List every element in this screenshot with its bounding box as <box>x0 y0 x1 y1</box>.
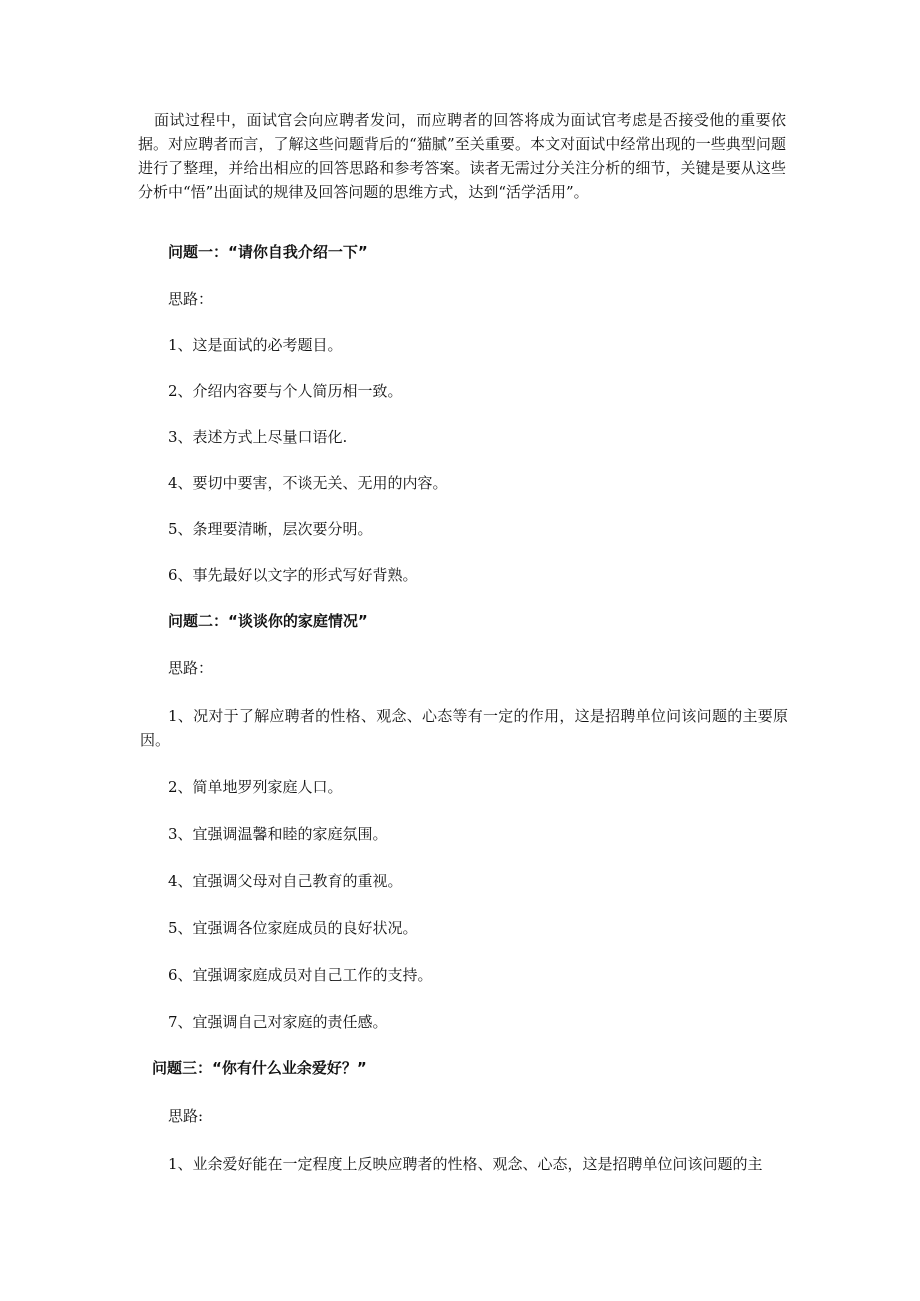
intro-paragraph: 面试过程中，面试官会向应聘者发问，而应聘者的回答将成为面试官考虑是否接受他的重要依据。对应聘者而言，了解这些问题背后的“猫腻”至关重要。本文对面试中经常出现的一些典型问题进行了整理，并给出相应的回答思路和参考答案。读者无需过分关注分析的细节，关键是要从这些分析中“悟”出面试的规律及回答问题的思维方式，达到“活学活用”。 <box>138 111 786 201</box>
question-2-point-6: 6、宜强调家庭成员对自己工作的支持。 <box>168 966 433 984</box>
question-1-point-6: 6、事先最好以文字的形式写好背熟。 <box>168 566 418 584</box>
question-3-thinking-label: 思路: <box>168 1107 204 1125</box>
question-2-heading: 问题二：“谈谈你的家庭情况” <box>168 612 368 630</box>
question-1-point-4: 4、要切中要害，不谈无关、无用的内容。 <box>168 474 448 492</box>
question-2-point-5: 5、宜强调各位家庭成员的良好状况。 <box>168 919 418 937</box>
question-1-heading: 问题一：“请你自我介绍一下” <box>168 243 368 261</box>
question-2-point-2: 2、简单地罗列家庭人口。 <box>168 778 343 796</box>
question-1-thinking-label: 思路： <box>168 290 214 308</box>
question-2-point-7: 7、宜强调自己对家庭的责任感。 <box>168 1013 388 1031</box>
question-2-thinking-label: 思路： <box>168 659 214 677</box>
question-3-point-1: 1、业余爱好能在一定程度上反映应聘者的性格、观念、心态，这是招聘单位问该问题的主 <box>168 1155 763 1173</box>
question-2-point-1: 1、况对于了解应聘者的性格、观念、心态等有一定的作用，这是招聘单位问该问题的主要原因。 <box>140 707 788 749</box>
question-1-point-5: 5、条理要清晰，层次要分明。 <box>168 520 373 538</box>
question-1-point-2: 2、介绍内容要与个人简历相一致。 <box>168 382 403 400</box>
question-2-point-4: 4、宜强调父母对自己教育的重视。 <box>168 872 403 890</box>
question-1-point-3: 3、表述方式上尽量口语化. <box>168 428 348 446</box>
question-3-heading: 问题三：“你有什么业余爱好？” <box>152 1059 367 1077</box>
question-1-point-1: 1、这是面试的必考题目。 <box>168 336 343 354</box>
question-2-point-3: 3、宜强调温馨和睦的家庭氛围。 <box>168 825 388 843</box>
